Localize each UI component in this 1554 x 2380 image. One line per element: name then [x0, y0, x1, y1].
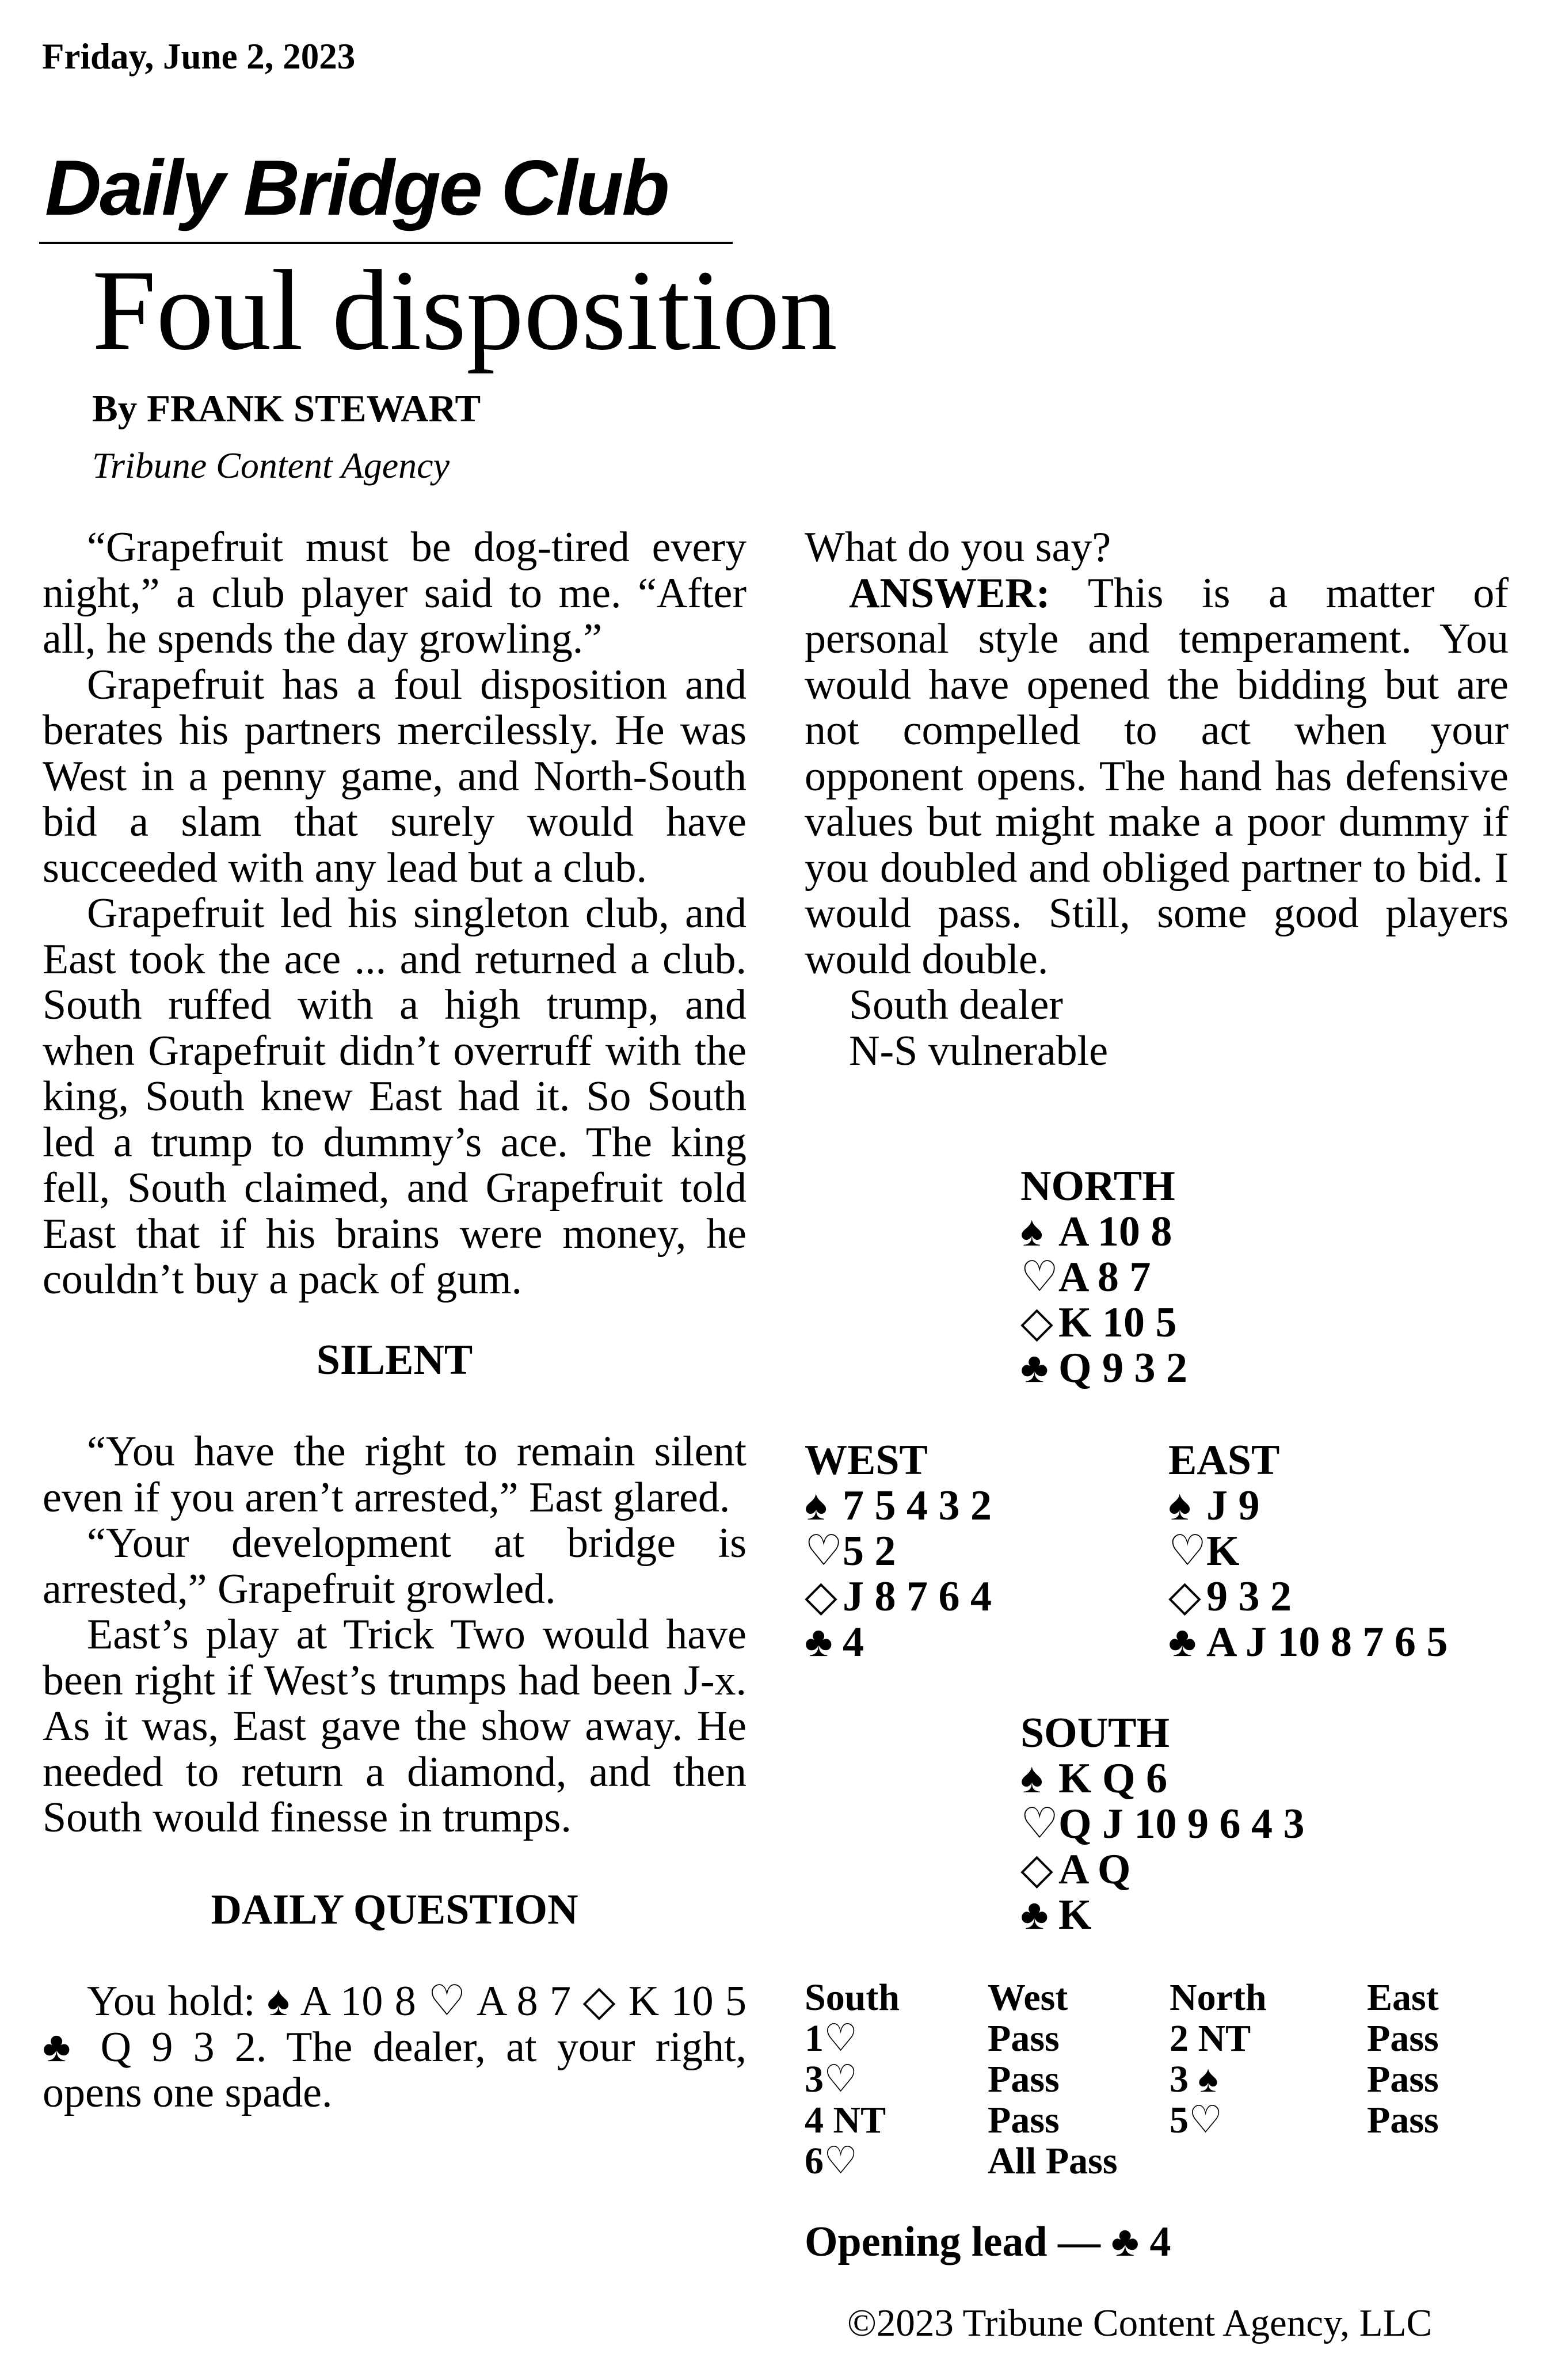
paragraph: “You have the right to remain silent even if you aren’t arrested,” East glared.	[43, 1428, 746, 1521]
paragraph: What do you say?	[805, 524, 1111, 571]
bidding-column-south	[805, 1977, 900, 2181]
daily-question-hand: You hold: ♠ A 10 8 ♡ A 8 7 ◇ K 10 5 ♣ Q 9 3 2. The dealer, at your right, opens one spade.	[43, 1978, 746, 2116]
bid: Pass	[1367, 2058, 1439, 2100]
diamonds-holding: ◇ J 8 7 6 4	[805, 1573, 992, 1620]
answer-text: This is a matter of personal style and temperament. You would have opened the bidding but are not compelled to act when your opponent opens. The hand has defensive values but might make a poor dummy if you doubled and obliged partner to bid. I would pass. Still, some good players would double.	[805, 569, 1509, 983]
dealer-line: South dealer	[849, 981, 1063, 1029]
hand-label: SOUTH	[1020, 1709, 1170, 1757]
agency-credit: Tribune Content Agency	[92, 445, 450, 486]
bid: 3 ♠	[1170, 2058, 1218, 2100]
spade-icon: ♠	[805, 1482, 828, 1529]
divider-rule	[39, 242, 733, 244]
diamonds-holding: ◇ K 10 5	[1020, 1299, 1177, 1346]
club-icon: ♣	[1168, 1619, 1197, 1666]
hearts-holding: ♡Q J 10 9 6 4 3	[1020, 1800, 1305, 1848]
section-heading-silent: SILENT	[316, 1336, 473, 1384]
bid: 3♡	[805, 2058, 858, 2100]
diamonds-holding: ◇ A Q	[1020, 1846, 1131, 1893]
bid: 6♡	[805, 2140, 858, 2182]
diamonds-holding: ◇ 9 3 2	[1168, 1573, 1292, 1620]
clubs-holding: ♣ A J 10 8 7 6 5	[1168, 1619, 1448, 1666]
column-name: Daily Bridge Club	[45, 144, 668, 231]
club-icon: ♣	[1020, 1891, 1049, 1939]
bidding-column-north	[1170, 1977, 1267, 2141]
bid: All Pass	[988, 2140, 1118, 2182]
spades-holding: ♠ 7 5 4 3 2	[805, 1482, 992, 1529]
club-icon: ♣	[1020, 1345, 1049, 1392]
diamond-icon: ◇	[1020, 1846, 1053, 1893]
spades-holding: ♠ A 10 8	[1020, 1208, 1172, 1255]
bidding-column-east	[1367, 1977, 1439, 2141]
section-heading-daily-question: DAILY QUESTION	[211, 1886, 578, 1933]
hearts-holding: ♡5 2	[805, 1528, 896, 1575]
heart-icon: ♡	[1020, 1800, 1059, 1848]
bid: 5♡	[1170, 2099, 1223, 2141]
byline: By FRANK STEWART	[92, 387, 481, 430]
diamond-icon: ◇	[1168, 1573, 1201, 1620]
hand-label: EAST	[1168, 1437, 1280, 1484]
right-column	[805, 525, 1509, 1074]
vulnerability-line: N-S vulnerable	[849, 1027, 1109, 1075]
answer-label: ANSWER:	[849, 569, 1050, 617]
heart-icon: ♡	[1020, 1254, 1059, 1301]
spades-holding: ♠ J 9	[1168, 1482, 1260, 1529]
hearts-holding: ♡A 8 7	[1020, 1254, 1151, 1301]
clubs-holding: ♣ Q 9 3 2	[1020, 1345, 1188, 1392]
spade-icon: ♠	[1020, 1208, 1043, 1255]
bid: Pass	[1367, 2099, 1439, 2141]
copyright: ©2023 Tribune Content Agency, LLC	[847, 2302, 1433, 2344]
bidding-column-west	[988, 1977, 1118, 2181]
hand-east	[1168, 1438, 1448, 1665]
bid: 4 NT	[805, 2099, 886, 2141]
answer-paragraph	[805, 571, 1509, 983]
opening-lead: Opening lead — ♣ 4	[805, 2218, 1171, 2265]
left-column	[43, 525, 746, 2116]
paragraph: Grapefruit has a foul disposition and berates his partners mercilessly. He was West in a penny game, and North-South bid a slam that surely would have succeeded with any lead but a club.	[43, 661, 746, 892]
bid: Pass	[1367, 2017, 1439, 2059]
paragraph: “Grapefruit must be dog-tired every night,” a club player said to me. “After all, he spends the day growling.”	[43, 524, 746, 662]
bidding-header: West	[988, 1977, 1068, 2019]
hand-label: NORTH	[1020, 1163, 1175, 1210]
spades-holding: ♠ K Q 6	[1020, 1755, 1168, 1802]
hand-north	[1020, 1164, 1187, 1391]
spade-icon: ♠	[1168, 1482, 1191, 1529]
hand-west	[805, 1438, 992, 1665]
paragraph: Grapefruit led his singleton club, and East took the ace ... and returned a club. South ruffed with a high trump, and when Grapefruit didn’t overruff with the king, South knew East had it. So South led a trump to dummy’s ace. The king fell, South claimed, and Grapefruit told East that if his brains were money, he couldn’t buy a pack of gum.	[43, 890, 746, 1303]
club-icon: ♣	[805, 1619, 833, 1666]
heart-icon: ♡	[805, 1528, 843, 1575]
paragraph: East’s play at Trick Two would have been right if West’s trumps had been J-x. As it was, East gave the show away. He needed to return a diamond, and then South would finesse in trumps.	[43, 1611, 746, 1841]
bid: 1♡	[805, 2017, 858, 2059]
clubs-holding: ♣ K	[1020, 1891, 1092, 1939]
diamond-icon: ◇	[1020, 1299, 1053, 1346]
hearts-holding: ♡K	[1168, 1528, 1240, 1575]
bid: Pass	[988, 2099, 1060, 2141]
hand-label: WEST	[805, 1437, 928, 1484]
bid: 2 NT	[1170, 2017, 1251, 2059]
bidding-header: South	[805, 1977, 900, 2019]
hand-south	[1020, 1711, 1305, 1938]
paragraph: “Your development at bridge is arrested,” Grapefruit growled.	[43, 1520, 746, 1613]
spade-icon: ♠	[1020, 1755, 1043, 1802]
publication-date: Friday, June 2, 2023	[42, 36, 356, 77]
bid: Pass	[988, 2058, 1060, 2100]
heart-icon: ♡	[1168, 1528, 1207, 1575]
clubs-holding: ♣ 4	[805, 1619, 864, 1666]
bidding-header: East	[1367, 1977, 1439, 2019]
bid: Pass	[988, 2017, 1060, 2059]
headline: Foul disposition	[92, 247, 837, 374]
bidding-header: North	[1170, 1977, 1267, 2019]
diamond-icon: ◇	[805, 1573, 837, 1620]
